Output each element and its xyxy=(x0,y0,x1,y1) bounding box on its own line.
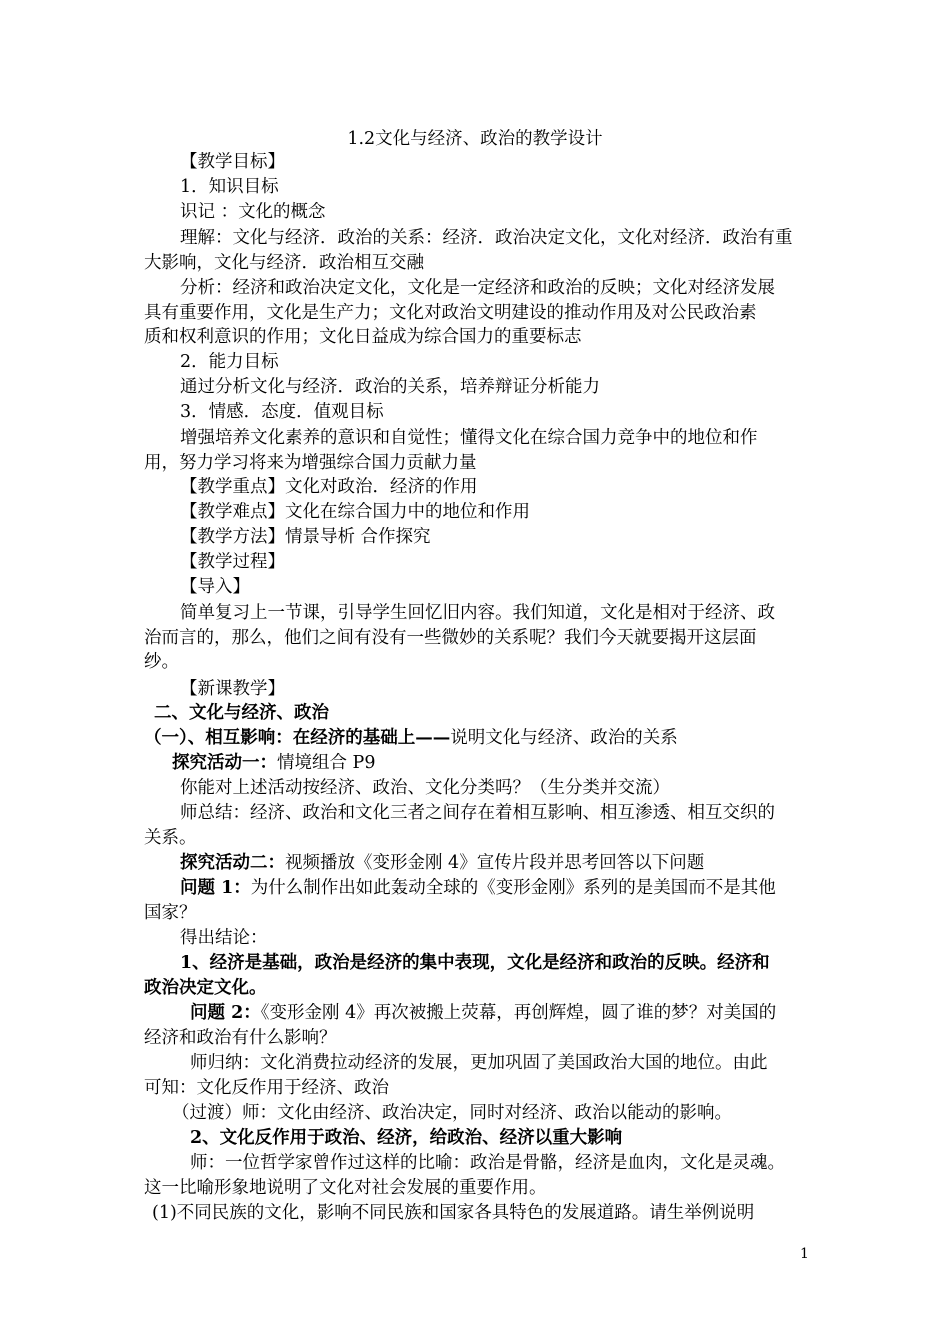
question-label: 问题 2： xyxy=(190,1003,261,1023)
paragraph-line: 用，努力学习将来为增强综合国力贡献力量 xyxy=(144,453,477,473)
question-label: 问题 1： xyxy=(180,878,251,898)
paragraph-line: (1)不同民族的文化，影响不同民族和国家各具特色的发展道路。请生举例说明 xyxy=(152,1203,755,1223)
heading-new-lesson: 【新课教学】 xyxy=(180,679,285,699)
paragraph-line: 国家？ xyxy=(144,903,197,923)
subsection-heading-rest: 说明文化与经济、政治的关系 xyxy=(450,728,678,748)
paragraph-line: 你能对上述活动按经济、政治、文化分类吗？（生分类并交流） xyxy=(180,778,670,798)
subsection-heading-bold: （一）、相互影响：在经济的基础上—— xyxy=(144,728,451,748)
activity-label: 探究活动二： xyxy=(180,853,285,873)
page-number: 1 xyxy=(800,1246,809,1262)
subheading-value-goals: 3．情感．态度．值观目标 xyxy=(180,402,384,422)
paragraph-line: 具有重要作用，文化是生产力；文化对政治文明建设的推动作用及对公民政治素 xyxy=(144,303,757,323)
page-title: 1.2文化与经济、政治的教学设计 xyxy=(347,129,603,149)
heading-introduction: 【导入】 xyxy=(180,577,250,597)
paragraph-line: 大影响，文化与经济．政治相互交融 xyxy=(144,253,424,273)
heading-key-points: 【教学重点】文化对政治．经济的作用 xyxy=(180,477,478,497)
point-heading: 2、文化反作用于政治、经济，给政治、经济以重大影响 xyxy=(190,1128,623,1148)
paragraph-line: （过渡）师：文化由经济、政治决定，同时对经济、政治以能动的影响。 xyxy=(172,1103,732,1123)
activity-label: 探究活动一： xyxy=(172,753,277,773)
question-text: 为什么制作出如此轰动全球的《变形金刚》系列的是美国而不是其他 xyxy=(250,878,776,898)
paragraph-line: 分析：经济和政治决定文化，文化是一定经济和政治的反映；文化对经济发展 xyxy=(180,278,775,298)
activity-one-line xyxy=(172,751,375,775)
subheading-ability-goals: 2．能力目标 xyxy=(180,352,279,372)
paragraph-line: 识记 ：文化的概念 xyxy=(180,202,326,222)
paragraph-line: 师：一位哲学家曾作过这样的比喻：政治是骨骼，经济是血肉，文化是灵魂。 xyxy=(190,1153,785,1173)
paragraph-line: 师归纳：文化消费拉动经济的发展，更加巩固了美国政治大国的地位。由此 xyxy=(190,1053,768,1073)
paragraph-line: 简单复习上一节课，引导学生回忆旧内容。我们知道，文化是相对于经济、政 xyxy=(180,603,775,623)
question-one-line xyxy=(180,876,776,900)
section-heading: 二、文化与经济、政治 xyxy=(154,703,329,723)
paragraph-line: 质和权利意识的作用；文化日益成为综合国力的重要标志 xyxy=(144,327,582,347)
heading-difficulties: 【教学难点】文化在综合国力中的地位和作用 xyxy=(180,502,530,522)
paragraph-line: 通过分析文化与经济．政治的关系，培养辩证分析能力 xyxy=(180,377,600,397)
paragraph-line: 经济和政治有什么影响？ xyxy=(144,1028,337,1048)
heading-objectives: 【教学目标】 xyxy=(180,152,285,172)
paragraph-line: 治而言的，那么，他们之间有没有一些微妙的关系呢？我们今天就要揭开这层面 xyxy=(144,628,757,648)
paragraph-line: 可知：文化反作用于经济、政治 xyxy=(144,1078,389,1098)
paragraph-line: 师总结：经济、政治和文化三者之间存在着相互影响、相互渗透、相互交织的 xyxy=(180,803,775,823)
paragraph-line: 关系。 xyxy=(144,828,197,848)
activity-text: 视频播放《变形金刚 4》宣传片段并思考回答以下问题 xyxy=(285,853,705,873)
paragraph-line: 得出结论： xyxy=(180,928,268,948)
paragraph-line: 增强培养文化素养的意识和自觉性；懂得文化在综合国力竞争中的地位和作 xyxy=(180,428,758,448)
paragraph-line: 纱。 xyxy=(144,652,179,672)
subheading-knowledge-goals: 1．知识目标 xyxy=(180,177,279,197)
activity-two-line xyxy=(180,851,704,875)
paragraph-line: 这一比喻形象地说明了文化对社会发展的重要作用。 xyxy=(144,1178,547,1198)
activity-text: 情境组合 P9 xyxy=(277,753,376,773)
conclusion-line: 政治决定文化。 xyxy=(144,978,267,998)
paragraph-line: 理解：文化与经济．政治的关系：经济．政治决定文化，文化对经济．政治有重 xyxy=(180,228,793,248)
conclusion-line: 1、经济是基础，政治是经济的集中表现，文化是经济和政治的反映。经济和 xyxy=(180,953,770,973)
question-text: 《变形金刚 4》再次被搬上荧幕，再创辉煌，圆了谁的梦？对美国的 xyxy=(260,1003,777,1023)
heading-methods: 【教学方法】情景导析 合作探究 xyxy=(180,527,431,547)
heading-process: 【教学过程】 xyxy=(180,552,285,572)
subsection-heading xyxy=(144,726,678,750)
question-two-line xyxy=(190,1001,776,1025)
